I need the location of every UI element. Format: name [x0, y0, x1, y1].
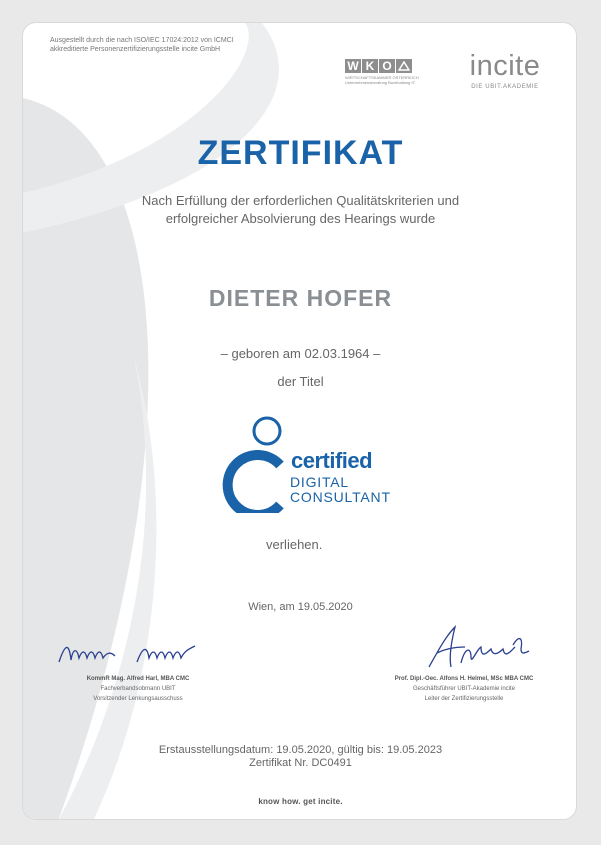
- left-signature-icon: [55, 638, 215, 668]
- left-signatory: [23, 674, 253, 704]
- badge-consultant-text: CONSULTANT: [290, 489, 391, 505]
- intro-line-2: erfolgreicher Absolvierung des Hearings wurde: [165, 211, 436, 226]
- left-signatory-role-1: Fachverbandsobmann UBIT: [100, 686, 176, 692]
- validity-info: [23, 744, 577, 770]
- wko-letter-k: K: [362, 59, 378, 73]
- intro-line-1: Nach Erfüllung der erforderlichen Qualitätskriterien und: [141, 193, 460, 208]
- issuer-statement: [50, 37, 310, 54]
- left-signatory-role-2: Vorsitzender Lenkungsausschuss: [93, 696, 183, 702]
- right-signatory-role-1: Geschäftsführer UBIT-Akademie incite: [412, 686, 516, 692]
- issuer-line-1: Ausgestellt durch die nach ISO/IEC 17024:2012 von ICMCI: [50, 37, 234, 44]
- right-signatory-name: Prof. Dipl.-Oec. Alfons H. Helmel, MSc MBA CMC: [394, 676, 534, 682]
- holder-name: DIETER HOFER: [208, 285, 393, 311]
- incite-tagline: DIE UBIT.AKADEMIE: [471, 84, 539, 90]
- wko-sub-line-2: Unternehmensberatung Buchhaltung IT: [345, 80, 416, 85]
- wko-emblem-icon: [396, 59, 412, 73]
- certificate-number: Zertifikat Nr. DC0491: [249, 757, 352, 769]
- issue-validity-line: Erstausstellungsdatum: 19.05.2020, gültig bis: 19.05.2023: [158, 744, 443, 756]
- intro-text: [23, 192, 577, 228]
- certificate-page: [22, 22, 577, 820]
- certificate-title: ZERTIFIKAT: [197, 134, 404, 172]
- wko-letter-o: O: [379, 59, 395, 73]
- left-signatory-name: KommR Mag. Alfred Harl, MBA CMC: [86, 676, 190, 682]
- right-signature-icon: [421, 623, 531, 673]
- incite-logo: [460, 49, 550, 90]
- wko-sub-line-1: WIRTSCHAFTSKAMMER ÖSTERREICH: [345, 75, 419, 80]
- footer-tagline: know how. get incite.: [258, 797, 343, 806]
- incite-wordmark: incite: [469, 50, 541, 82]
- issuer-line-2: akkreditierte Personenzertifizierungsstelle incite GmbH: [50, 45, 221, 53]
- wko-logo: [345, 59, 427, 85]
- right-signatory-role-2: Leiter der Zertifizierungsstelle: [424, 696, 504, 702]
- badge-certified-text: certified: [291, 448, 373, 473]
- certified-badge-icon: [218, 413, 298, 513]
- title-line: der Titel: [277, 374, 324, 389]
- birth-date-line: – geboren am 02.03.1964 –: [220, 346, 381, 361]
- conferred-text: verliehen.: [266, 537, 323, 552]
- badge-digital-text: DIGITAL: [290, 474, 350, 490]
- place-and-date: Wien, am 19.05.2020: [248, 601, 353, 613]
- right-signatory: [349, 674, 577, 704]
- wko-letter-w: W: [345, 59, 361, 73]
